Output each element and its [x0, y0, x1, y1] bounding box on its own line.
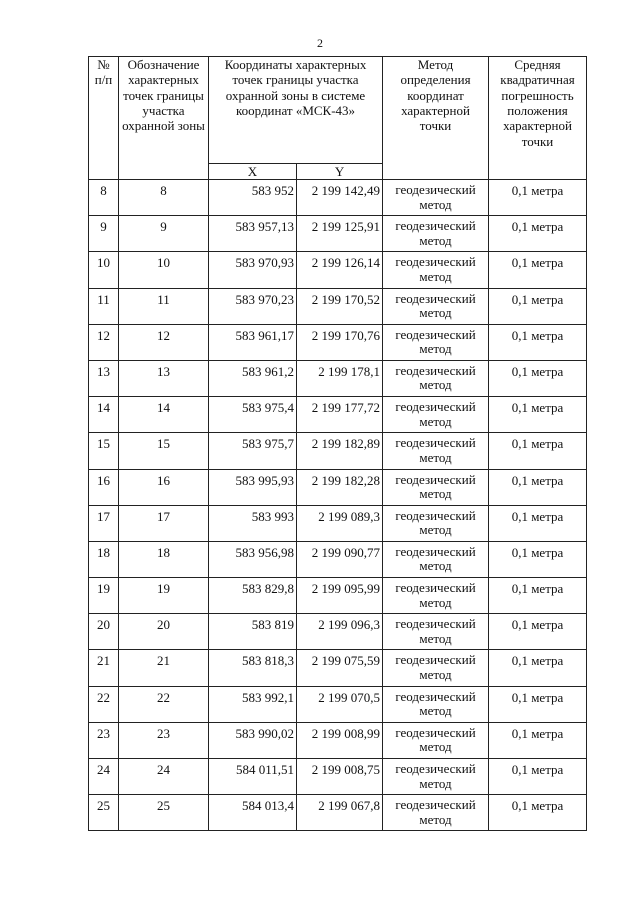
point-designation: 23 [119, 722, 209, 758]
header-method: Метод определения координат характерной точки [383, 57, 489, 180]
row-number: 11 [89, 288, 119, 324]
point-designation: 18 [119, 541, 209, 577]
error-cell: 0,1 метра [489, 397, 587, 433]
point-designation: 16 [119, 469, 209, 505]
page-number: 2 [317, 36, 323, 50]
coord-x: 583 993 [209, 505, 297, 541]
coord-y: 2 199 070,5 [297, 686, 383, 722]
method-cell: геодезический метод [383, 650, 489, 686]
coord-x: 583 956,98 [209, 541, 297, 577]
method-cell: геодезический метод [383, 759, 489, 795]
row-number: 17 [89, 505, 119, 541]
error-cell: 0,1 метра [489, 686, 587, 722]
row-number: 20 [89, 614, 119, 650]
method-cell: геодезический метод [383, 252, 489, 288]
point-designation: 10 [119, 252, 209, 288]
method-cell: геодезический метод [383, 686, 489, 722]
coord-y: 2 199 089,3 [297, 505, 383, 541]
error-cell: 0,1 метра [489, 578, 587, 614]
coord-x: 583 952 [209, 180, 297, 216]
table-row [89, 722, 587, 758]
table-row [89, 360, 587, 396]
error-cell: 0,1 метра [489, 324, 587, 360]
table-row [89, 759, 587, 795]
point-designation: 22 [119, 686, 209, 722]
method-cell: геодезический метод [383, 288, 489, 324]
error-cell: 0,1 метра [489, 541, 587, 577]
error-cell: 0,1 метра [489, 759, 587, 795]
header-designation: Обозначение характерных точек границы участка охранной зоны [119, 57, 209, 180]
coord-y: 2 199 075,59 [297, 650, 383, 686]
method-cell: геодезический метод [383, 469, 489, 505]
coord-y: 2 199 126,14 [297, 252, 383, 288]
coord-y: 2 199 125,91 [297, 216, 383, 252]
table-row [89, 578, 587, 614]
method-cell: геодезический метод [383, 578, 489, 614]
row-number: 19 [89, 578, 119, 614]
error-cell: 0,1 метра [489, 505, 587, 541]
table-row [89, 180, 587, 216]
coord-x: 583 961,17 [209, 324, 297, 360]
coord-y: 2 199 008,99 [297, 722, 383, 758]
table-row [89, 650, 587, 686]
row-number: 12 [89, 324, 119, 360]
error-cell: 0,1 метра [489, 216, 587, 252]
table-row [89, 252, 587, 288]
method-cell: геодезический метод [383, 180, 489, 216]
header-y: Y [297, 164, 383, 180]
method-cell: геодезический метод [383, 216, 489, 252]
error-cell: 0,1 метра [489, 360, 587, 396]
coord-x: 583 970,23 [209, 288, 297, 324]
table-row [89, 288, 587, 324]
method-cell: геодезический метод [383, 614, 489, 650]
table-row [89, 324, 587, 360]
error-cell: 0,1 метра [489, 614, 587, 650]
coord-x: 583 990,02 [209, 722, 297, 758]
header-coordinates: Координаты характерных точек границы участка охранной зоны в системе координат «МСК-43» [209, 57, 383, 164]
error-cell: 0,1 метра [489, 795, 587, 831]
error-cell: 0,1 метра [489, 252, 587, 288]
error-cell: 0,1 метра [489, 469, 587, 505]
point-designation: 17 [119, 505, 209, 541]
table-row [89, 505, 587, 541]
table-row [89, 795, 587, 831]
row-number: 18 [89, 541, 119, 577]
point-designation: 11 [119, 288, 209, 324]
header-x: X [209, 164, 297, 180]
method-cell: геодезический метод [383, 541, 489, 577]
header-error: Средняя квадратичная погрешность положения характерной точки [489, 57, 587, 180]
coordinates-table [88, 56, 587, 831]
coord-x: 583 818,3 [209, 650, 297, 686]
row-number: 24 [89, 759, 119, 795]
point-designation: 8 [119, 180, 209, 216]
coord-y: 2 199 177,72 [297, 397, 383, 433]
error-cell: 0,1 метра [489, 722, 587, 758]
point-designation: 24 [119, 759, 209, 795]
method-cell: геодезический метод [383, 722, 489, 758]
table-row [89, 686, 587, 722]
table-row [89, 216, 587, 252]
coord-y: 2 199 170,52 [297, 288, 383, 324]
point-designation: 20 [119, 614, 209, 650]
coord-x: 584 011,51 [209, 759, 297, 795]
coord-y: 2 199 182,28 [297, 469, 383, 505]
coord-x: 583 829,8 [209, 578, 297, 614]
table-row [89, 614, 587, 650]
row-number: 25 [89, 795, 119, 831]
row-number: 8 [89, 180, 119, 216]
error-cell: 0,1 метра [489, 180, 587, 216]
row-number: 10 [89, 252, 119, 288]
point-designation: 9 [119, 216, 209, 252]
coord-x: 583 970,93 [209, 252, 297, 288]
row-number: 21 [89, 650, 119, 686]
coord-x: 583 975,7 [209, 433, 297, 469]
point-designation: 19 [119, 578, 209, 614]
method-cell: геодезический метод [383, 397, 489, 433]
coord-y: 2 199 096,3 [297, 614, 383, 650]
table-row [89, 433, 587, 469]
row-number: 14 [89, 397, 119, 433]
point-designation: 25 [119, 795, 209, 831]
row-number: 13 [89, 360, 119, 396]
coord-x: 583 819 [209, 614, 297, 650]
coord-x: 583 995,93 [209, 469, 297, 505]
error-cell: 0,1 метра [489, 288, 587, 324]
error-cell: 0,1 метра [489, 433, 587, 469]
table-row [89, 541, 587, 577]
coord-y: 2 199 142,49 [297, 180, 383, 216]
coord-y: 2 199 182,89 [297, 433, 383, 469]
header-num: № п/п [89, 57, 119, 180]
coord-x: 583 975,4 [209, 397, 297, 433]
method-cell: геодезический метод [383, 505, 489, 541]
method-cell: геодезический метод [383, 324, 489, 360]
method-cell: геодезический метод [383, 360, 489, 396]
point-designation: 12 [119, 324, 209, 360]
coord-y: 2 199 008,75 [297, 759, 383, 795]
coord-x: 583 957,13 [209, 216, 297, 252]
method-cell: геодезический метод [383, 433, 489, 469]
coord-y: 2 199 090,77 [297, 541, 383, 577]
coord-y: 2 199 170,76 [297, 324, 383, 360]
coord-x: 584 013,4 [209, 795, 297, 831]
error-cell: 0,1 метра [489, 650, 587, 686]
point-designation: 15 [119, 433, 209, 469]
point-designation: 13 [119, 360, 209, 396]
row-number: 15 [89, 433, 119, 469]
row-number: 22 [89, 686, 119, 722]
coord-x: 583 961,2 [209, 360, 297, 396]
point-designation: 21 [119, 650, 209, 686]
point-designation: 14 [119, 397, 209, 433]
coord-y: 2 199 178,1 [297, 360, 383, 396]
row-number: 16 [89, 469, 119, 505]
method-cell: геодезический метод [383, 795, 489, 831]
row-number: 9 [89, 216, 119, 252]
coord-y: 2 199 095,99 [297, 578, 383, 614]
table-row [89, 397, 587, 433]
table-row [89, 469, 587, 505]
row-number: 23 [89, 722, 119, 758]
coord-x: 583 992,1 [209, 686, 297, 722]
coord-y: 2 199 067,8 [297, 795, 383, 831]
